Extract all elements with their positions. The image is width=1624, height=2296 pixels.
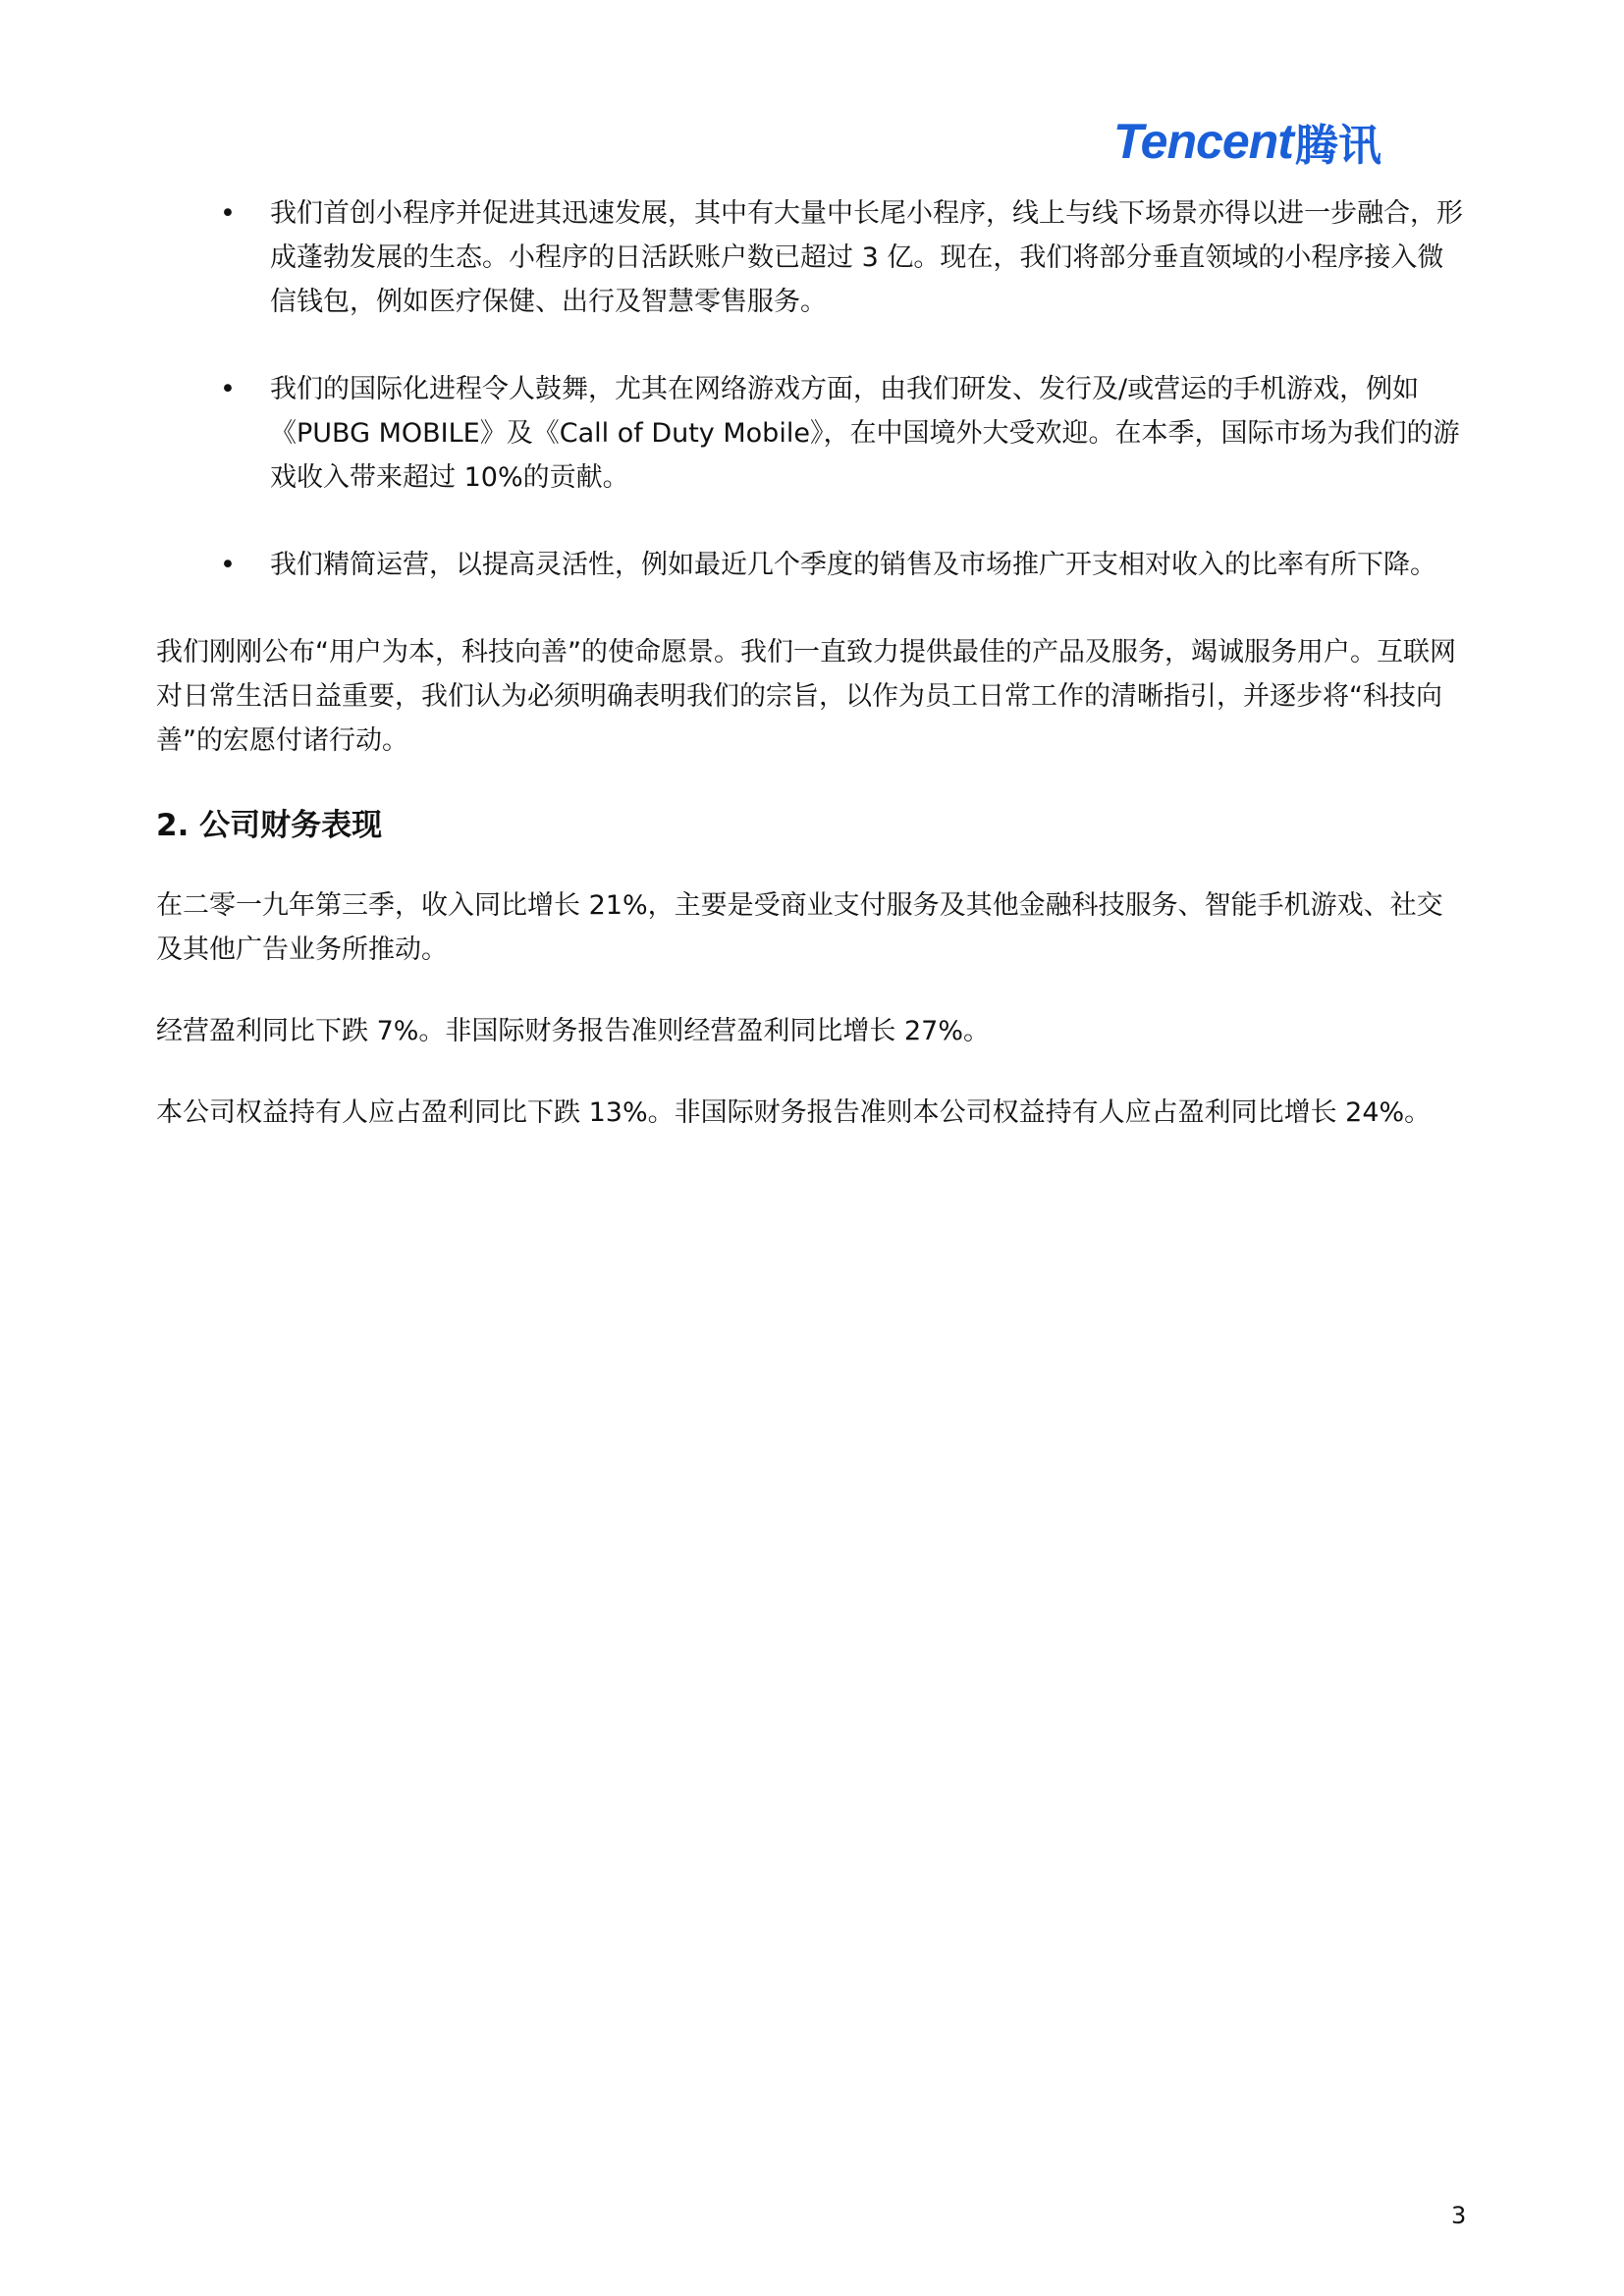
list-item: [156, 367, 1468, 500]
bullet-icon: •: [220, 374, 236, 404]
list-item: [156, 191, 1468, 324]
bullet-list: [156, 191, 1468, 587]
bullet-icon: •: [220, 198, 236, 229]
financial-paragraph-net-profit: 本公司权益持有人应占盈利同比下跌 13%。非国际财务报告准则本公司权益持有人应占盈利同比增长 24%。: [156, 1097, 1432, 1128]
document-body: [156, 191, 1468, 1135]
logo-text-en: Tencent: [1113, 114, 1293, 169]
bullet-text: 我们的国际化进程令人鼓舞，尤其在网络游戏方面，由我们研发、发行及/或营运的手机游戏，例如《PUBG MOBILE》及《Call of Duty Mobile》，在中国境外大受欢迎。在本季，国际市场为我们的游戏收入带来超过 10%的贡献。: [270, 374, 1460, 493]
page-number: 3: [1451, 2202, 1467, 2229]
tencent-logo: [1113, 110, 1381, 173]
financial-paragraph-revenue: 在二零一九年第三季，收入同比增长 21%，主要是受商业支付服务及其他金融科技服务、智能手机游戏、社交及其他广告业务所推动。: [156, 890, 1443, 965]
bullet-icon: •: [220, 550, 236, 580]
bullet-text: 我们首创小程序并促进其迅速发展，其中有大量中长尾小程序，线上与线下场景亦得以进一步融合，形成蓬勃发展的生态。小程序的日活跃账户数已超过 3 亿。现在，我们将部分垂直领域的小程序接入微信钱包，例如医疗保健、出行及智慧零售服务。: [270, 198, 1463, 317]
bullet-text: 我们精简运营，以提高灵活性，例如最近几个季度的销售及市场推广开支相对收入的比率有所下降。: [270, 550, 1436, 580]
logo-text-zh: 腾讯: [1294, 121, 1381, 171]
list-item: [156, 543, 1468, 587]
financial-paragraph-operating-profit: 经营盈利同比下跌 7%。非国际财务报告准则经营盈利同比增长 27%。: [156, 1016, 991, 1046]
section-heading: 2. 公司财务表现: [156, 808, 383, 843]
mission-paragraph: 我们刚刚公布“用户为本，科技向善”的使命愿景。我们一直致力提供最佳的产品及服务，竭诚服务用户。互联网对日常生活日益重要，我们认为必须明确表明我们的宗旨，以作为员工日常工作的清晰指引，并逐步将“科技向善”的宏愿付诸行动。: [156, 637, 1456, 756]
